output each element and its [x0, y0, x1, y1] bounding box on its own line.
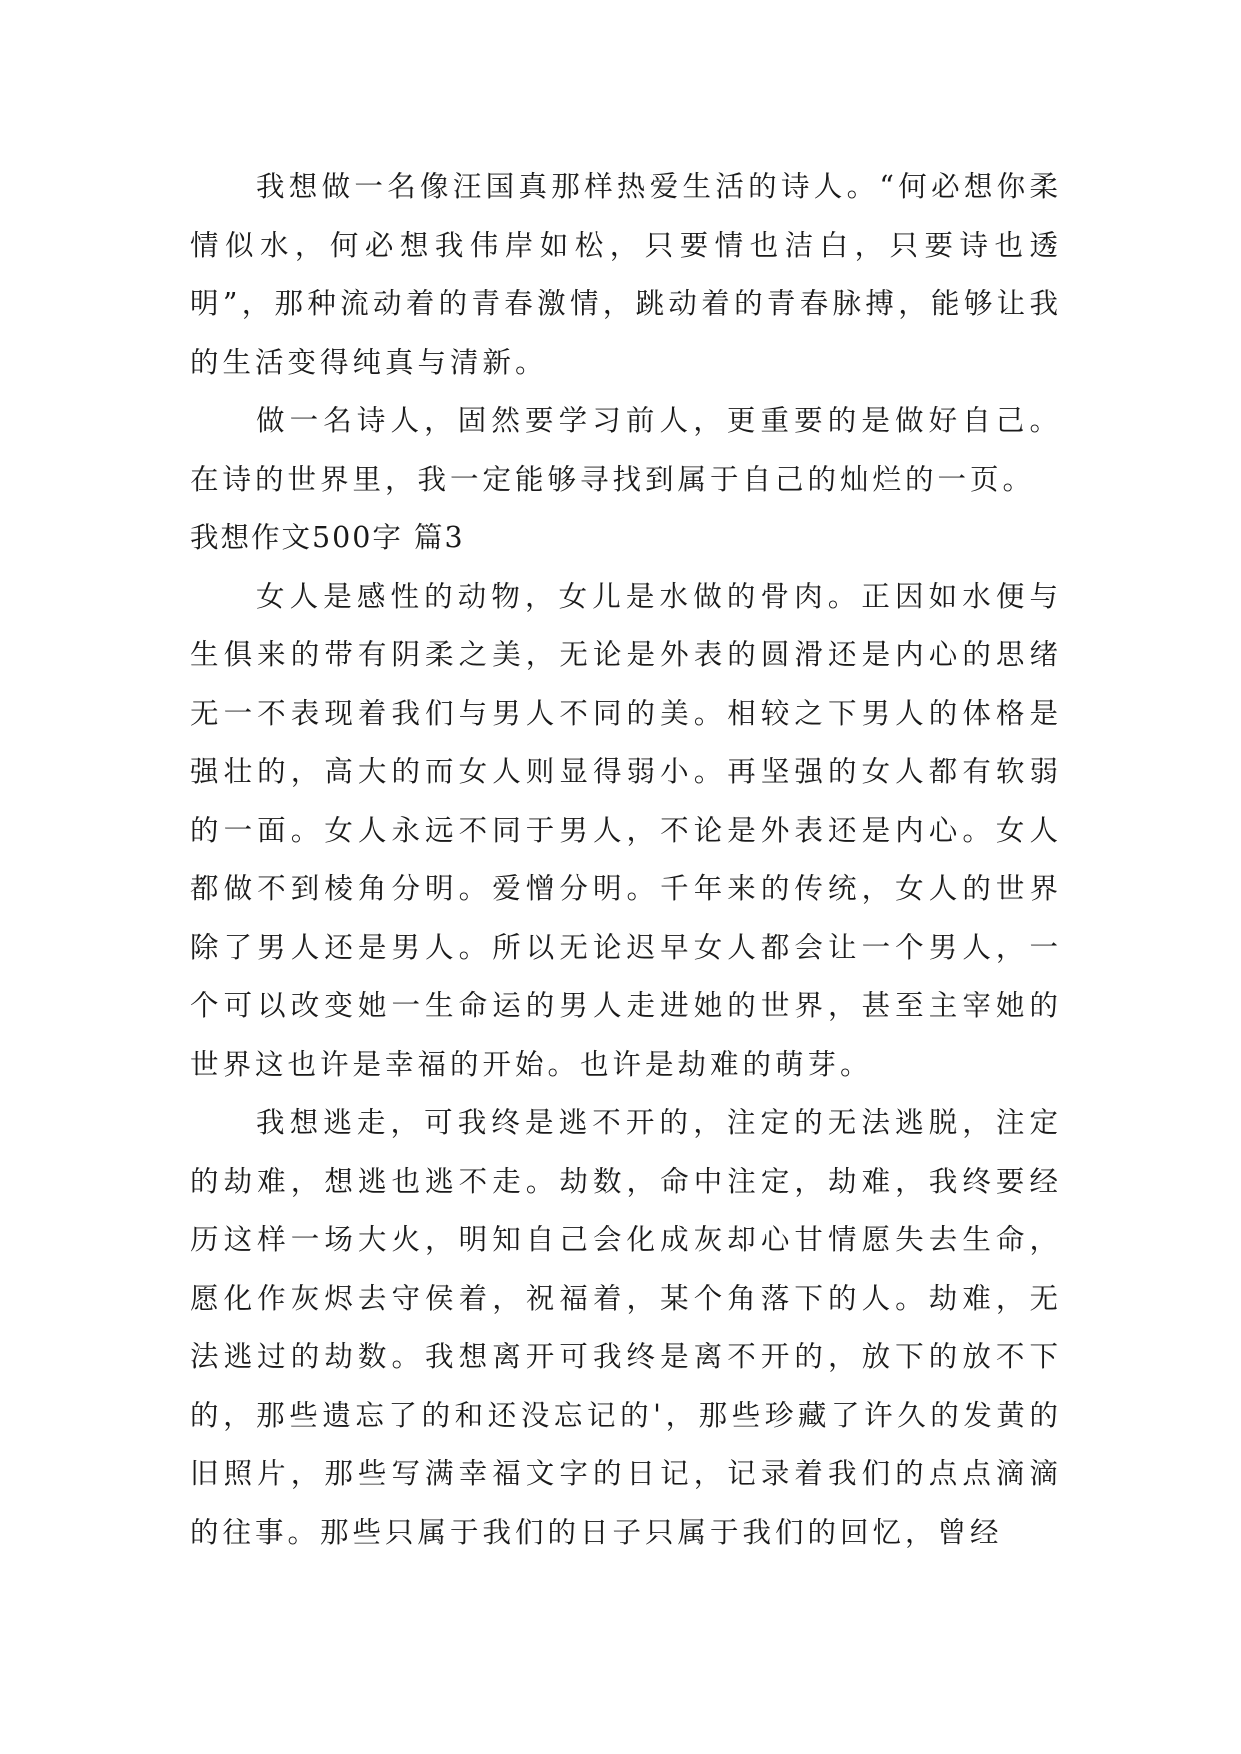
paragraph-poet-wish: 我想做一名像汪国真那样热爱生活的诗人。“何必想你柔情似水，何必想我伟岸如松，只要情也洁白，只要诗也透明”，那种流动着的青春激情，跳动着的青春脉搏，能够让我的生活变得纯真与清新。: [190, 170, 1062, 379]
paragraph-escape: 我想逃走，可我终是逃不开的，注定的无法逃脱，注定的劫难，想逃也逃不走。劫数，命中注定，劫难，我终要经历这样一场大火，明知自己会化成灰却心甘情愿失去生命，愿化作灰烬去守侯着，祝福着，某个角落下的人。劫难，无法逃过的劫数。我想离开可我终是离不开的，放下的放不下的，那些遗忘了的和还没忘记的'，那些珍藏了许久的发黄的旧照片，那些写满幸福文字的日记，记录着我们的点点滴滴的往事。那些只属于我们的日子只属于我们的回忆，曾经: [190, 1106, 1062, 1549]
paragraph-be-yourself: 做一名诗人，固然要学习前人，更重要的是做好自己。在诗的世界里，我一定能够寻找到属于自己的灿烂的一页。: [190, 404, 1062, 496]
paragraph-women: 女人是感性的动物，女儿是水做的骨肉。正因如水便与生俱来的带有阴柔之美，无论是外表的圆滑还是内心的思绪无一不表现着我们与男人不同的美。相较之下男人的体格是强壮的，高大的而女人则显得弱小。再坚强的女人都有软弱的一面。女人永远不同于男人，不论是外表还是内心。女人都做不到棱角分明。爱憎分明。千年来的传统，女人的世界除了男人还是男人。所以无论迟早女人都会让一个男人，一个可以改变她一生命运的男人走进她的世界，甚至主宰她的世界这也许是幸福的开始。也许是劫难的萌芽。: [190, 579, 1062, 1081]
document-body: [190, 158, 1062, 1562]
section-heading: 我想作文500字 篇3: [190, 521, 465, 554]
